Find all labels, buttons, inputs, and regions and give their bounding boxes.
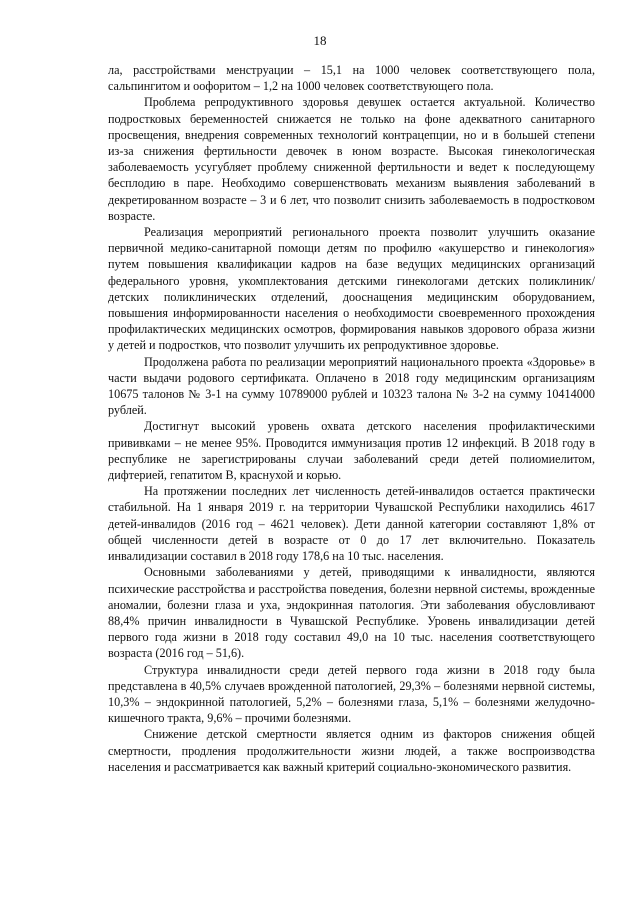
paragraph-6: На протяжении последних лет численность детей-инвалидов остается практически стабильной. На 1 января 2019 г. на территории Чувашской Республики находились 4617 детей-инвалидов (2016 год – 4621 человек). Дети данной категории составляют 1,8% от общей численности детей в возрасте от 0 до 17 лет включительно. Показатель инвалидизации составил в 2018 году 178,6 на 10 тыс. населения. — [108, 484, 595, 564]
paragraph-1: ла, расстройствами менструации – 15,1 на 1000 человек соответствующего пола, сальпингитом и оофоритом – 1,2 на 1000 человек соответствующего пола. — [108, 63, 595, 94]
paragraph-4: Продолжена работа по реализации мероприятий национального проекта «Здоровье» в части выдачи родового сертификата. Оплачено в 2018 году медицинским организациям 10675 талонов № 3-1 на сумму 10789000 рублей и 10323 талона № 3-2 на сумму 10414000 рублей. — [108, 354, 595, 418]
paragraph-2: Проблема репродуктивного здоровья девушек остается актуальной. Количество подростковых беременностей снижается не только на фоне адекватного санитарного просвещения, внедрения современных технологий контрацепции, но и в большей степени из-за снижения фертильности девочек в юном возрасте. Высокая гинекологическая заболеваемость усугубляет проблему сниженной фертильности и ведет к последующему бесплодию в паре. Необходимо совершенствовать механизм выявления заболеваний в декретированном возрасте – 3 и 6 лет, что позволит снизить заболеваемость в подростковом возрасте. — [108, 95, 595, 223]
page-body — [108, 62, 595, 775]
page-number: 18 — [313, 33, 327, 48]
paragraph-7: Основными заболеваниями у детей, приводящими к инвалидности, являются психические расстройства и расстройства поведения, болезни нервной системы, врожденные аномалии, болезни глаза и уха, эндокринная патология. Эти заболевания обусловливают 88,4% причин инвалидности в Чувашской Республике. Уровень инвалидизации детей первого года жизни в 2018 году составил 49,0 на 10 тыс. населения соответствующего возраста (2016 год – 51,6). — [108, 565, 595, 661]
paragraph-9: Снижение детской смертности является одним из факторов снижения общей смертности, продления продолжительности жизни людей, а также воспроизводства населения и рассматривается как важный критерий социально-экономического развития. — [108, 727, 595, 774]
paragraph-3: Реализация мероприятий регионального проекта позволит улучшить оказание первичной медико-санитарной помощи детям по профилю «акушерство и гинекология» путем повышения квалификации кадров на базе ведущих медицинских организаций федерального уровня, укомплектования детскими гинекологами детских поликлиник/детских поликлинических отделений, дооснащения медицинским оборудованием, повышения информированности населения о необходимости своевременного прохождения профилактических медицинских осмотров, формирования навыков здорового образа жизни у детей и подростков, что позволит улучшить их репродуктивное здоровье. — [108, 225, 595, 353]
paragraph-8: Структура инвалидности среди детей первого года жизни в 2018 году была представлена в 40,5% случаев врожденной патологией, 29,3% – болезнями нервной системы, 10,3% – эндокринной патологией, 5,2% – болезнями глаза, 5,1% – болезнями желудочно-кишечного тракта, 9,6% – прочими болезнями. — [108, 662, 595, 726]
paragraph-5: Достигнут высокий уровень охвата детского населения профилактическими прививками – не менее 95%. Проводится иммунизация против 12 инфекций. В 2018 году в республике не зарегистрированы случаи заболеваний среди детей полиомиелитом, дифтерией, гепатитом В, краснухой и корью. — [108, 419, 595, 483]
